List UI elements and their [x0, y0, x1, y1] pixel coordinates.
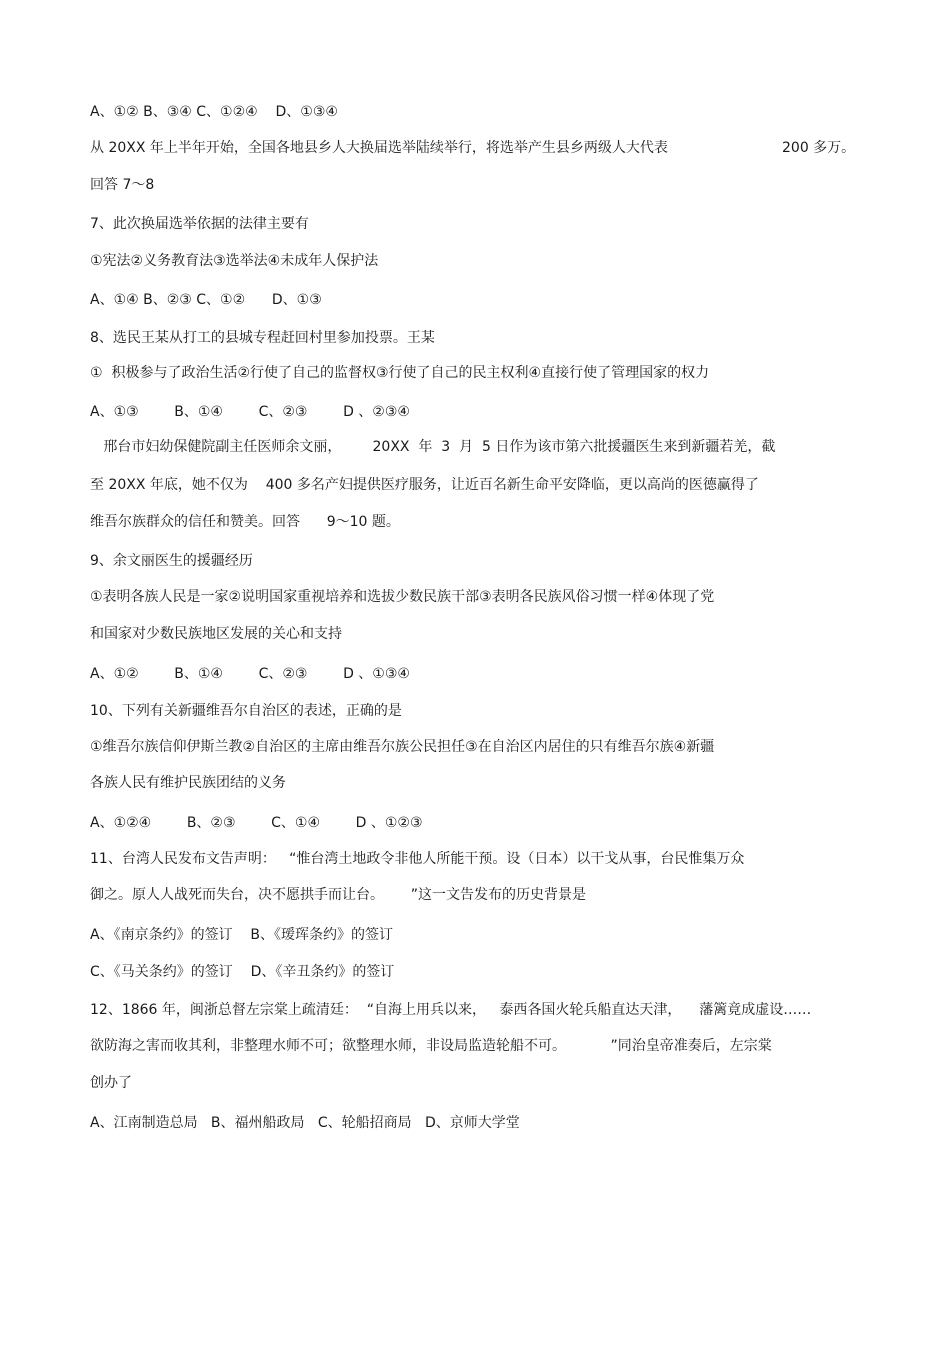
q11-options-cd: C、《马关条约》的签订 D、《辛丑条约》的签订	[90, 964, 395, 980]
q12-stem-line2: 欲防海之害而收其利，非整理水师不可；欲整理水师，非设局监造轮船不可。 ”同治皇帝准奏后，左宗棠	[90, 1038, 772, 1054]
passage-doctor-line3: 维吾尔族群众的信任和赞美。回答 9～10 题。	[90, 514, 400, 530]
q11-stem-line1: 11、台湾人民发布文告声明： “惟台湾土地政令非他人所能干预。设（日本）以干戈从事，台民惟集万众	[90, 851, 745, 867]
q12-stem-line1: 12、1866 年，闽浙总督左宗棠上疏清廷： “自海上用兵以来， 泰西各国火轮兵船直达天津， 藩篱竟成虚设……	[90, 1002, 812, 1018]
q10-statements-line1: ①维吾尔族信仰伊斯兰教②自治区的主席由维吾尔族公民担任③在自治区内居住的只有维吾尔族④新疆	[90, 739, 715, 755]
q8-statements: ① 积极参与了政治生活②行使了自己的监督权③行使了自己的民主权利④直接行使了管理国家的权力	[90, 365, 710, 381]
passage-doctor-line2: 至 20XX 年底，她不仅为 400 多名产妇提供医疗服务，让近百名新生命平安降临，更以高尚的医德赢得了	[90, 477, 759, 493]
q7-statements: ①宪法②义务教育法③选举法④未成年人保护法	[90, 253, 379, 269]
q7-stem: 7、此次换届选举依据的法律主要有	[90, 216, 309, 232]
q9-options: A、①② B、①④ C、②③ D 、①③④	[90, 666, 410, 682]
q10-statements-line2: 各族人民有维护民族团结的义务	[90, 775, 286, 791]
q9-statements-line1: ①表明各族人民是一家②说明国家重视培养和选拔少数民族干部③表明各民族风俗习惯一样④体现了党	[90, 589, 715, 605]
q12-stem-line3: 创办了	[90, 1075, 132, 1091]
q11-stem-line2: 御之。原人人战死而失台，决不愿拱手而让台。 ”这一文告发布的历史背景是	[90, 887, 586, 903]
q10-options: A、①②④ B、②③ C、①④ D 、①②③	[90, 815, 423, 831]
passage-election-count: 200 多万。	[782, 140, 856, 156]
passage-election-intro: 从 20XX 年上半年开始，全国各地县乡人大换届选举陆续举行，将选举产生县乡两级人大代表	[90, 140, 668, 156]
q7-options: A、①④ B、②③ C、①② D、①③	[90, 292, 322, 308]
passage-answer-range: 回答 7～8	[90, 177, 155, 193]
q11-options-ab: A、《南京条约》的签订 B、《瑷珲条约》的签订	[90, 927, 393, 943]
q12-options: A、江南制造总局 B、福州船政局 C、轮船招商局 D、京师大学堂	[90, 1115, 520, 1131]
q9-statements-line2: 和国家对少数民族地区发展的关心和支持	[90, 626, 342, 642]
q6-options: A、①② B、③④ C、①②④ D、①③④	[90, 104, 338, 120]
q8-options: A、①③ B、①④ C、②③ D 、②③④	[90, 404, 410, 420]
q10-stem: 10、下列有关新疆维吾尔自治区的表述，正确的是	[90, 703, 402, 719]
passage-doctor-line1: 邢台市妇幼保健院副主任医师余文丽， 20XX 年 3 月 5 日作为该市第六批援疆医生来到新疆若羌，截	[90, 439, 776, 455]
q9-stem: 9、余文丽医生的援疆经历	[90, 553, 253, 569]
q8-stem: 8、选民王某从打工的县城专程赶回村里参加投票。王某	[90, 330, 435, 346]
